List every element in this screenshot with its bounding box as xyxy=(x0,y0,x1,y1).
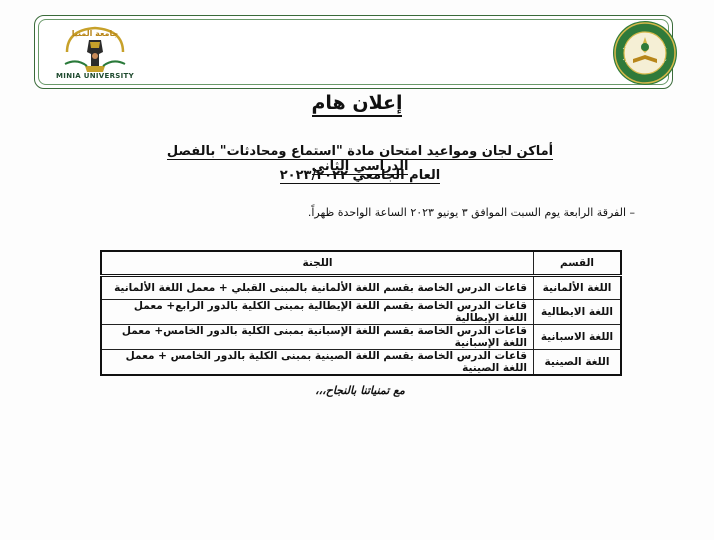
dept-cell: اللغة الايطالية xyxy=(534,300,622,325)
closing-wishes: مع تمنياتنا بالنجاح،،، xyxy=(315,384,405,397)
room-cell: قاعات الدرس الخاصة بقسم اللغة الألمانية بالمبنى القبلي + معمل اللغة الألمانية xyxy=(101,276,534,300)
table-row xyxy=(101,350,621,376)
header-committee: اللجنة xyxy=(101,251,534,276)
table-row xyxy=(101,276,621,300)
subtitle-line1: أماكن لجان ومواعيد امتحان مادة "استماع ومحادثات" بالفصل الدراسي الثاني xyxy=(166,144,554,174)
header-banner xyxy=(34,15,673,89)
svg-text:جامعة المنيا: جامعة المنيا xyxy=(71,29,119,38)
header-dept: القسم xyxy=(534,251,622,276)
dept-cell: اللغة الاسبانية xyxy=(534,325,622,350)
room-cell: قاعات الدرس الخاصة بقسم اللغة الصينية بمبنى الكلية بالدور الخامس + معمل اللغة الصينية xyxy=(101,350,534,376)
announcement-title xyxy=(0,92,714,114)
university-name: MINIA UNIVERSITY xyxy=(56,72,134,80)
faculty-seal-logo xyxy=(611,19,679,87)
table-header-row xyxy=(101,251,621,276)
committee-table xyxy=(100,250,622,376)
room-cell: قاعات الدرس الخاصة بقسم اللغة الإيطالية بمبنى الكلية بالدور الرابع+ معمل اللغة الإيطالية xyxy=(101,300,534,325)
subtitle-line2: العام الجامعي ٢٠٢٣/٢٠٢٢ xyxy=(279,168,441,183)
dept-cell: اللغة الصينية xyxy=(534,350,622,376)
academic-year xyxy=(150,168,570,183)
table-row xyxy=(101,325,621,350)
title-text: إعلان هام xyxy=(312,92,403,117)
exam-date-note: – الفرقة الرابعة يوم السبت الموافق ٣ يونيو ٢٠٢٣ الساعة الواحدة ظهراً. xyxy=(307,206,635,219)
table-row xyxy=(101,300,621,325)
room-cell: قاعات الدرس الخاصة بقسم اللغة الإسبانية بمبنى الكلية بالدور الخامس+ معمل اللغة الإسبانية xyxy=(101,325,534,350)
dept-cell: اللغة الألمانية xyxy=(534,276,622,300)
